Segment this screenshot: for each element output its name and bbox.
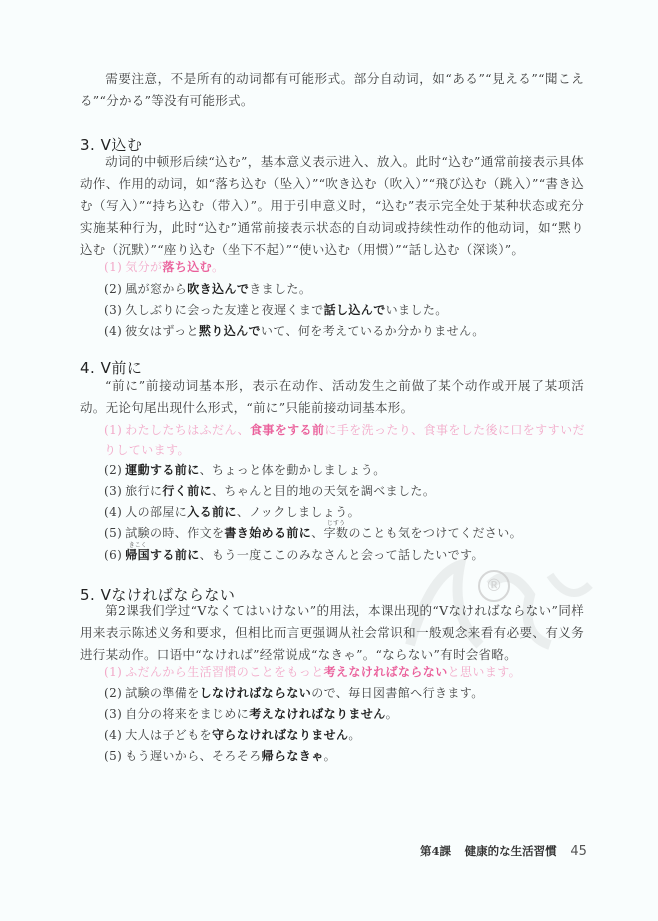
example-4-4: (4) 人の部屋に入る前に、ノックしましょう。 [104,505,360,519]
section-heading-4: 4. V前に [80,359,143,377]
registered-mark-icon: ® [478,570,510,602]
example-4-6: (6) きこく 帰国する前に、もう一度ここのみなさんと会って話したいです。 [104,542,484,562]
section-3-body-text: 动词的中顿形后续“込む”，基本意义表示进入、放入。此时“込む”通常前接表示具体动作、作用的动词，如“落ち込む（坠入）”“吹き込む（吹入）”“飛び込む（跳入）”“書き込む（写入）”“持ち込む（带入）”。用于引申意义时，“込む”表示完全处于某种状态或充分实施某种行为，此时“込む”通常前接表示状态的自动词或持续性动作的他动词，如“黙り込む（沉默）”“座り込む（坐下不起）”“使い込む（用惯）”“話し込む（深谈）”。 [80,154,584,257]
section-heading-3: 3. V込む [80,136,143,154]
page-footer [420,843,587,859]
page-number: 45 [570,844,587,859]
example-5-2: (2) 試験の準備をしなければならないので、毎日図書館へ行きます。 [104,686,484,700]
example-3-4: (4) 彼女はずっと黙り込んでいて、何を考えているか分かりません。 [104,324,485,338]
example-4-5: (5) 試験の時、作文を書き始める前に、 じすう 字数のことも気をつけてください。 [104,520,523,540]
section-5-body [80,600,584,666]
section-4-body-text: “前に”前接动词基本形，表示在动作、活动发生之前做了某个动作或开展了某项活动。无论句尾出现什么形式，“前に”只能前接动词基本形。 [80,378,584,415]
example-4-1: (1) わたしたちはふだん、食事をする前に手を洗ったり、食事をした後に口をすすいだりしています。 [104,423,585,457]
lesson-label: 第4課 [420,844,452,858]
example-3-2: (2) 風が窓から吹き込んできました。 [104,282,312,296]
example-5-1: (1) ふだんから生活習慣のことをもっと考えなければならないと思います。 [104,665,522,679]
ruby-kikoku: きこく 帰国 [125,542,151,562]
intro-paragraph [80,68,584,112]
example-5-5: (5) もう遅いから、そろそろ帰らなきゃ。 [104,749,337,763]
section-5-body-text: 第2课我们学过“Vなくてはいけない”的用法，本课出现的“Vなければならない”同样用来表示陈述义务和要求，但相比而言更强调从社会常识和一般观念来看有必要、有义务进行某动作。口语中“なければ”经常说成“なきゃ”。“ならない”有时会省略。 [80,603,584,662]
section-4-body [80,375,584,419]
ruby-jisuu: じすう 字数 [323,520,349,540]
example-5-3: (3) 自分の将来をまじめに考えなければなりません。 [104,707,399,721]
lesson-title: 健康的な生活習慣 [464,844,557,858]
example-5-4: (4) 大人は子どもを守らなければなりません。 [104,728,361,742]
example-3-3: (3) 久しぶりに会った友達と夜遅くまで話し込んでいました。 [104,303,448,317]
intro-text: 需要注意，不是所有的动词都有可能形式。部分自动词，如“ある”“見える”“聞こえる”“分かる”等没有可能形式。 [80,71,584,108]
section-3-body [80,151,584,261]
example-4-2: (2) 運動する前に、ちょっと体を動かしましょう。 [104,463,386,477]
example-4-3: (3) 旅行に行く前に、ちゃんと目的地の天気を調べました。 [104,484,436,498]
section-heading-5: 5. Vなければならない [80,586,236,604]
example-3-1: (1) 気分が落ち込む。 [104,260,225,274]
